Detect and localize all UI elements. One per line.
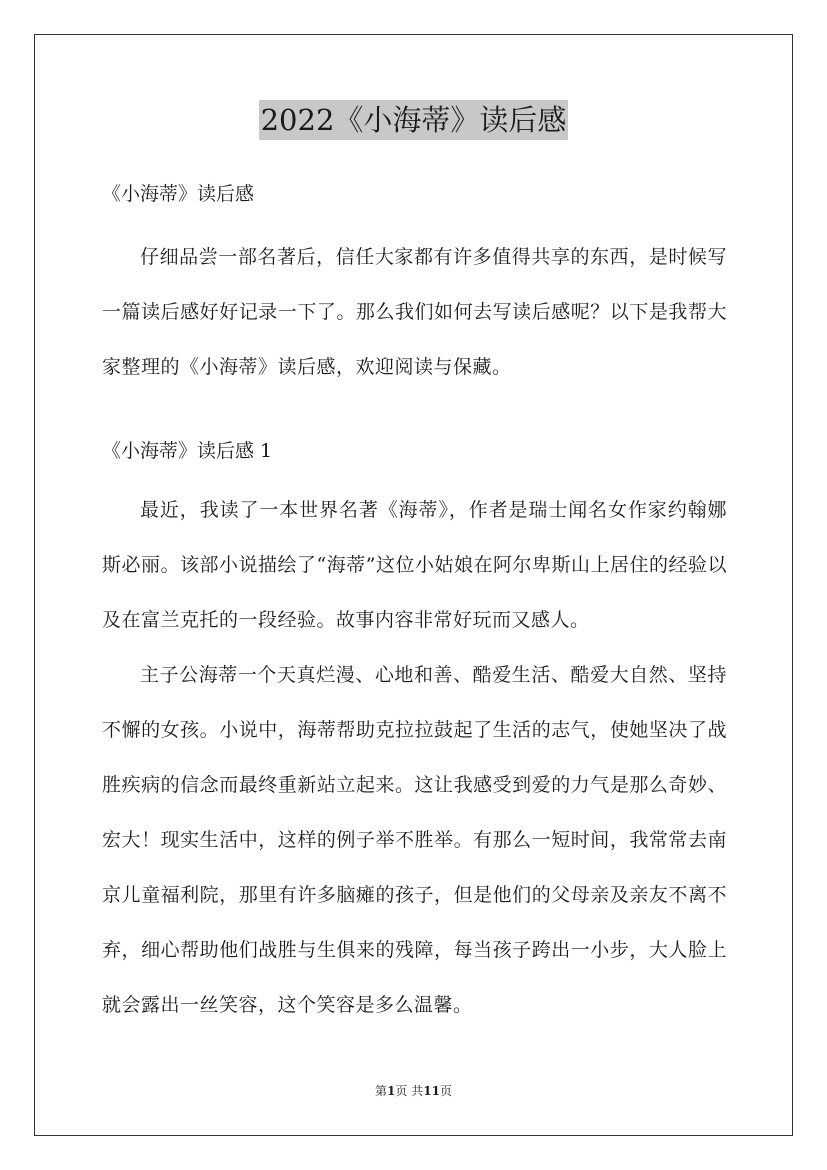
document-body <box>102 176 727 1033</box>
section-heading: 《小海蒂》读后感 1 <box>102 440 273 462</box>
page-total: 11 <box>423 1084 440 1098</box>
page-label-prefix: 第 <box>375 1084 388 1098</box>
body-paragraph: 最近，我读了一本世界名著《海蒂》，作者是瑞士闻名女作家约翰娜斯必丽。该部小说描绘了“海蒂”这位小姑娘在阿尔卑斯山上居住的经验以及在富兰克托的一段经验。故事内容非常好玩而又感人。 <box>102 499 727 631</box>
body-paragraph: 主子公海蒂一个天真烂漫、心地和善、酷爱生活、酷爱大自然、坚持不懈的女孩。小说中，海蒂帮助克拉拉鼓起了生活的志气，使她坚决了战胜疾病的信念而最终重新站立起来。这让我感受到爱的力气是那么奇妙、宏大！现实生活中，这样的例子举不胜举。有那么一短时间，我常常去南京儿童福利院，那里有许多脑瘫的孩子，但是他们的父母亲及亲友不离不弃，细心帮助他们战胜与生俱来的残障，每当孩子跨出一小步，大人脸上就会露出一丝笑容，这个笑容是多么温馨。 <box>102 664 727 1016</box>
page-label-mid: 页 共 <box>395 1084 424 1098</box>
page-label-suffix: 页 <box>439 1084 452 1098</box>
document-subtitle: 《小海蒂》读后感 <box>102 183 255 205</box>
intro-paragraph: 仔细品尝一部名著后，信任大家都有许多值得共享的东西，是时候写一篇读后感好好记录一下了。那么我们如何去写读后感呢？以下是我帮大家整理的《小海蒂》读后感，欢迎阅读与保藏。 <box>102 246 727 378</box>
page-number: 1 <box>387 1084 396 1098</box>
document-title: 2022《小海蒂》读后感 <box>259 100 569 140</box>
document-title-container <box>0 100 827 140</box>
page-footer <box>0 1082 827 1099</box>
